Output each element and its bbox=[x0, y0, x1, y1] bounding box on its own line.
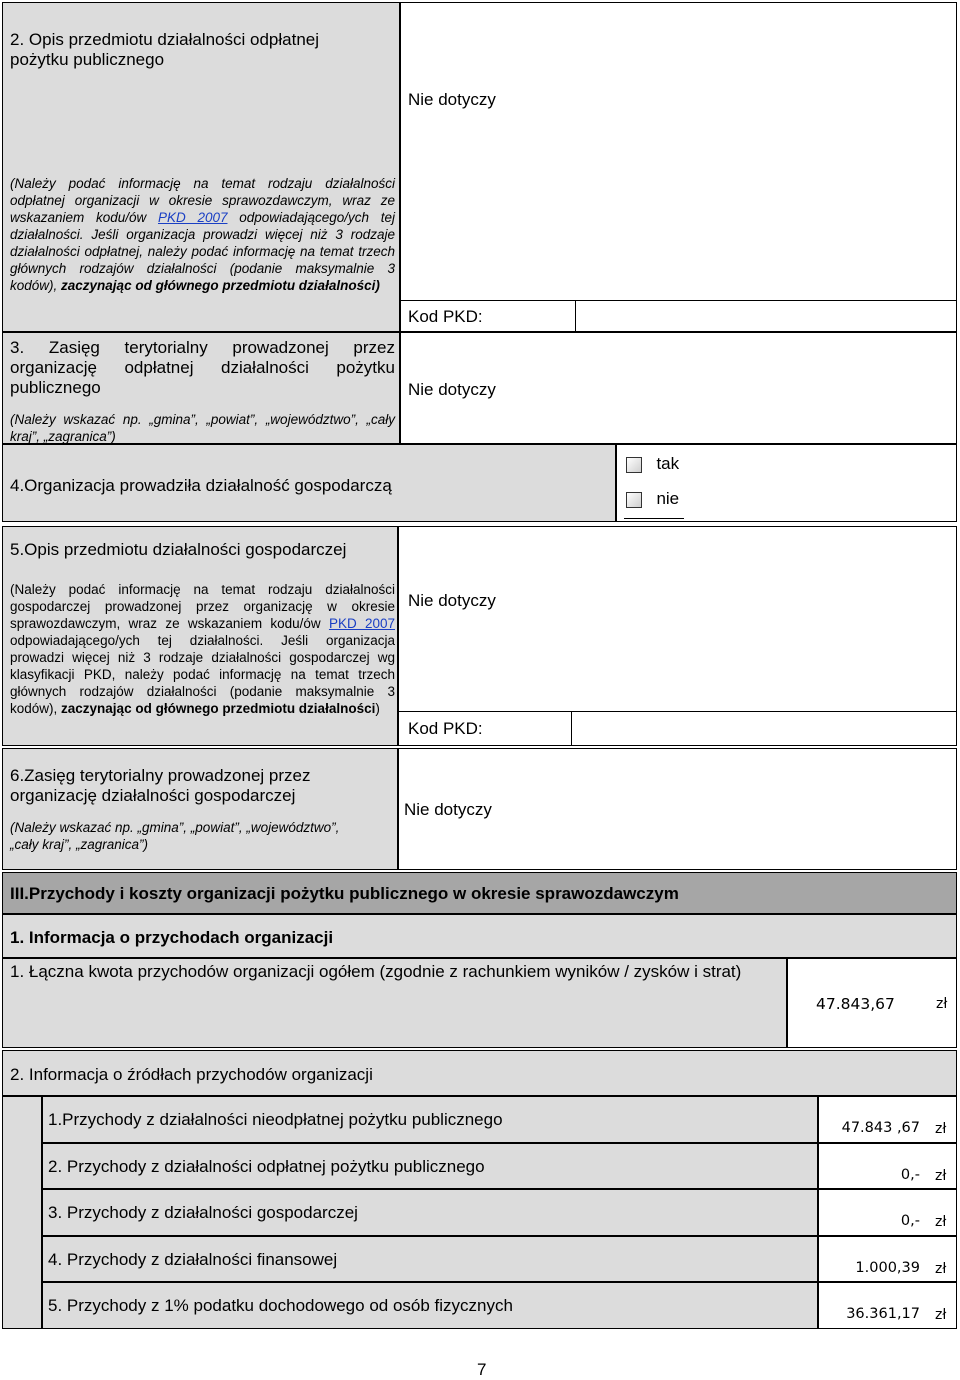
s6-note: (Należy wskazać np. „gmina”, „powiat”, „województwo”, „cały kraj”, „zagranica”) bbox=[10, 820, 340, 852]
s2-value-cell bbox=[400, 2, 957, 332]
s5-kod-value-cell[interactable] bbox=[572, 711, 957, 746]
s5-kod-label: Kod PKD: bbox=[408, 719, 483, 738]
source-row-currency: zł bbox=[935, 1121, 947, 1137]
s5-note: (Należy podać informację na temat rodzaju działalności gospodarczej prowadzonej przez organizację w okresie sprawozdawczym, wraz ze wskazaniem kodu/ów PKD 2007 odpowiadającego/ych tej działalności. Jeśli organizacja prowadzi więcej niż 3 rodzaje działalności gospodarczej wg klasyfikacji PKD, należy podać informację na temat trzech głównych rodzajów działalności (podanie maksymalnie 3 kodów), zaczynając od głównego przedmiotu działalności) bbox=[10, 582, 395, 716]
s3-value[interactable]: Nie dotyczy bbox=[408, 380, 496, 399]
page-number: 7 bbox=[477, 1360, 487, 1379]
s4-option-no[interactable]: nie bbox=[626, 489, 679, 509]
total-amount[interactable]: 47.843,67 bbox=[816, 995, 895, 1013]
total-currency: zł bbox=[936, 996, 948, 1012]
checkbox-no-icon[interactable] bbox=[626, 492, 642, 508]
source-row-currency: zł bbox=[935, 1261, 947, 1277]
s6-value[interactable]: Nie dotyczy bbox=[404, 800, 492, 819]
s2-value[interactable]: Nie dotyczy bbox=[408, 90, 496, 109]
sources-title: 2. Informacja o źródłach przychodów organizacji bbox=[10, 1065, 373, 1084]
source-row-label: 2. Przychody z działalności odpłatnej pożytku publicznego bbox=[48, 1157, 485, 1176]
sources-indent bbox=[2, 1096, 42, 1329]
s3-note: (Należy wskazać np. „gmina”, „powiat”, „województwo”, „cały kraj”, „zagranica”) bbox=[10, 412, 395, 444]
s3-title: 3. Zasięg terytorialny prowadzonej przez organizację odpłatnej działalności pożytku publicznego bbox=[10, 338, 395, 397]
source-row-amount[interactable]: 47.843 ,67 bbox=[841, 1120, 920, 1136]
s5-value[interactable]: Nie dotyczy bbox=[408, 591, 496, 610]
source-row-amount[interactable]: 1.000,39 bbox=[855, 1260, 920, 1276]
s4-title: 4.Organizacja prowadziła działalność gospodarczą bbox=[10, 476, 392, 495]
s2-kod-value-cell[interactable] bbox=[576, 300, 957, 332]
source-row-amount[interactable]: 0,- bbox=[900, 1213, 920, 1229]
s5-title: 5.Opis przedmiotu działalności gospodarczej bbox=[10, 540, 347, 559]
source-row-amount[interactable]: 36.361,17 bbox=[846, 1306, 920, 1322]
info-title: 1. Informacja o przychodach organizacji bbox=[10, 928, 334, 947]
pkd-link-2[interactable]: PKD 2007 bbox=[328, 616, 395, 631]
total-label: 1. Łączna kwota przychodów organizacji ogółem (zgodnie z rachunkiem wyników / zysków i strat) bbox=[10, 962, 742, 981]
source-row-label: 5. Przychody z 1% podatku dochodowego od osób fizycznych bbox=[48, 1296, 513, 1315]
source-row-currency: zł bbox=[935, 1307, 947, 1323]
source-row-currency: zł bbox=[935, 1214, 947, 1230]
checkbox-yes-icon[interactable] bbox=[626, 457, 642, 473]
s2-note: (Należy podać informację na temat rodzaju działalności odpłatnej organizacji w okresie sprawozdawczym, wraz ze wskazaniem kodu/ów PKD 2007 odpowiadającego/ych tej działalności. Jeśli organizacja prowadzi więcej niż 3 rodzaje działalności odpłatnej, należy podać informację na temat trzech głównych rodzajów działalności (podanie maksymalnie 3 kodów), zaczynając od głównego przedmiotu działalności) bbox=[10, 176, 396, 293]
source-row-currency: zł bbox=[935, 1168, 947, 1184]
s2-kod-label: Kod PKD: bbox=[408, 307, 483, 326]
s6-title: 6.Zasięg terytorialny prowadzonej przez organizację działalności gospodarczej bbox=[10, 766, 311, 805]
section3-title: III.Przychody i koszty organizacji pożytku publicznego w okresie sprawozdawczym bbox=[10, 884, 679, 903]
s4-option-yes[interactable]: tak bbox=[626, 454, 679, 474]
source-row-label: 1.Przychody z działalności nieodpłatnej pożytku publicznego bbox=[48, 1110, 503, 1129]
pkd-link[interactable]: PKD 2007 bbox=[157, 210, 228, 225]
source-row-label: 4. Przychody z działalności finansowej bbox=[48, 1250, 338, 1269]
source-row-amount[interactable]: 0,- bbox=[900, 1167, 920, 1183]
source-row-label: 3. Przychody z działalności gospodarczej bbox=[48, 1203, 358, 1222]
s4-underline bbox=[624, 518, 684, 519]
s2-title: 2. Opis przedmiotu działalności odpłatnej pożytku publicznego bbox=[10, 30, 320, 69]
